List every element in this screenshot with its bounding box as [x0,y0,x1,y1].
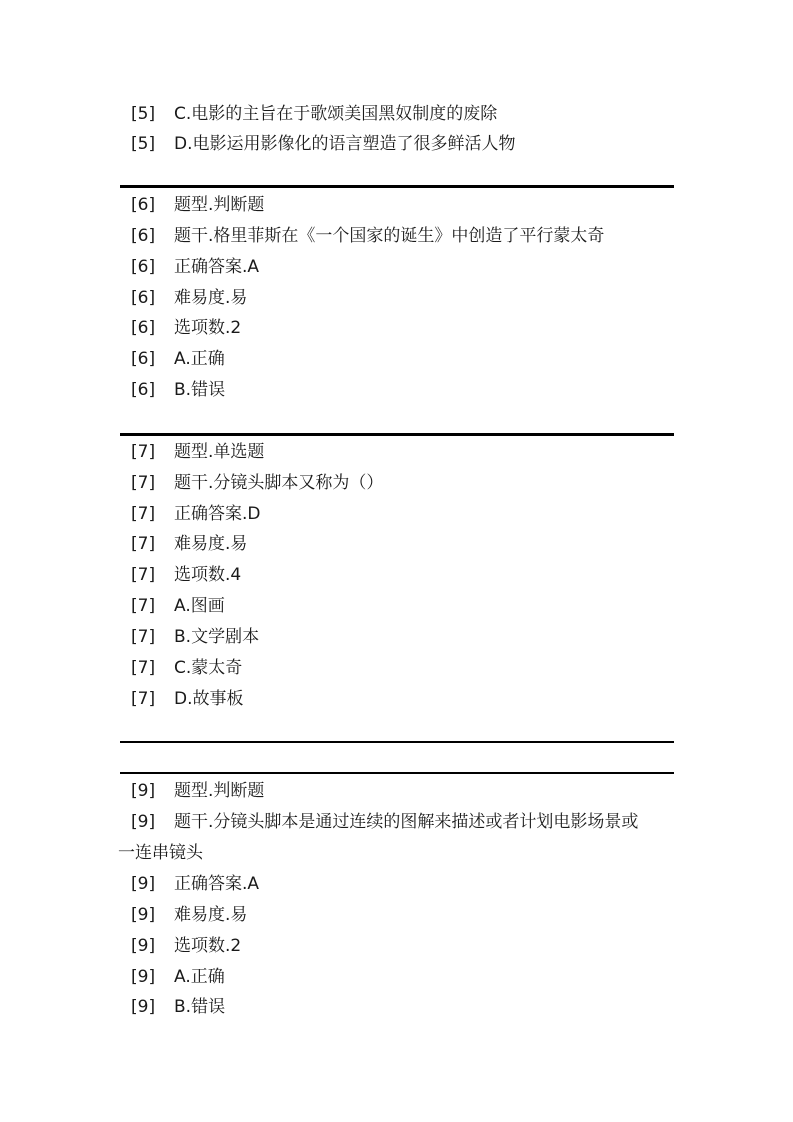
question-number: [9] [131,967,156,987]
question-number: [6] [131,257,156,277]
question-number: [7] [131,473,156,493]
question-number: [6] [131,288,156,308]
option-text: B.文学剧本 [174,627,260,647]
option-text: B.错误 [174,997,226,1017]
option-text: D.故事板 [174,689,244,709]
question-number: [7] [131,627,156,647]
option-count: 选项数.2 [174,936,242,956]
question-number: [7] [131,565,156,585]
question-stem: 题干.格里菲斯在《一个国家的诞生》中创造了平行蒙太奇 [174,226,605,246]
question-number: [7] [131,534,156,554]
question-number: [6] [131,318,156,338]
question-type: 题型.判断题 [174,781,265,801]
question-number: [9] [131,997,156,1017]
question-number: [9] [131,781,156,801]
question-number: [9] [131,874,156,894]
option-text: A.正确 [174,349,225,369]
option-text: C.蒙太奇 [174,658,243,678]
question-stem: 题干.分镜头脚本是通过连续的图解来描述或者计划电影场景或 [174,812,639,832]
option-text: C.电影的主旨在于歌颂美国黑奴制度的废除 [174,104,498,124]
difficulty: 难易度.易 [174,288,248,308]
correct-answer: 正确答案.A [174,257,260,277]
question-number: [9] [131,812,156,832]
question-number: [7] [131,689,156,709]
question-type: 题型.单选题 [174,442,265,462]
option-count: 选项数.4 [174,565,242,585]
question-number: [6] [131,195,156,215]
question-number: [7] [131,504,156,524]
section-divider [120,185,674,188]
question-number: [5] [131,134,156,154]
question-number: [9] [131,936,156,956]
question-number: [9] [131,905,156,925]
question-number: [7] [131,596,156,616]
question-number: [6] [131,226,156,246]
section-divider [120,772,674,774]
question-9-stem-continued: 一连串镜头 [118,843,203,863]
question-number: [7] [131,442,156,462]
question-number: [7] [131,658,156,678]
question-type: 题型.判断题 [174,195,265,215]
question-number: [6] [131,380,156,400]
option-text: A.图画 [174,596,225,616]
correct-answer: 正确答案.D [174,504,261,524]
question-stem: 题干.分镜头脚本又称为（） [174,473,384,493]
question-number: [5] [131,104,156,124]
option-text: A.正确 [174,967,225,987]
section-divider [120,741,674,743]
correct-answer: 正确答案.A [174,874,260,894]
option-count: 选项数.2 [174,318,242,338]
difficulty: 难易度.易 [174,905,248,925]
question-number: [6] [131,349,156,369]
section-divider [120,433,674,436]
option-text: D.电影运用影像化的语言塑造了很多鲜活人物 [174,134,516,154]
difficulty: 难易度.易 [174,534,248,554]
option-text: B.错误 [174,380,226,400]
